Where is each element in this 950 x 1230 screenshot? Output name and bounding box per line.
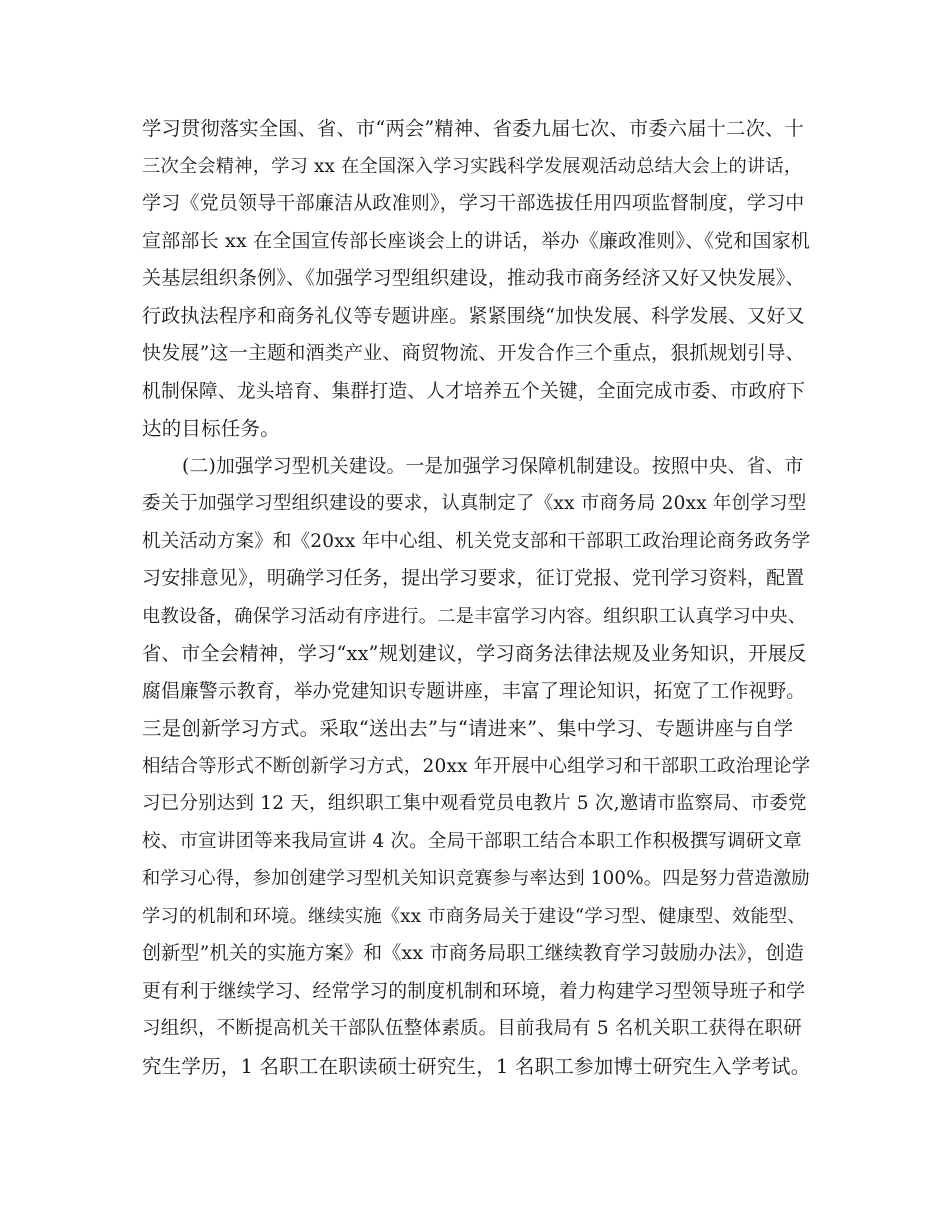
- text-line: 和学习心得，参加创建学习型机关知识竞赛参与率达到 100%。四是努力营造激励: [142, 868, 810, 889]
- text-line: 究生学历，1 名职工在职读硕士研究生，1 名职工参加博士研究生入学考试。: [142, 1054, 811, 1078]
- text-line: 学习贯彻落实全国、省、市“两会”精神、省委九届七次、市委六届十二次、十: [142, 117, 804, 140]
- text-line: 相结合等形式不断创新学习方式，20xx 年开展中心组学习和干部职工政治理论学: [142, 755, 811, 777]
- text-line: 快发展”这一主题和酒类产业、商贸物流、开发合作三个重点，狠抓规划引导、: [142, 342, 805, 364]
- text-line: 电教设备，确保学习活动有序进行。二是丰富学习内容。组织职工认真学习中央、: [142, 605, 807, 627]
- text-line: 机制保障、龙头培育、集群打造、人才培养五个关键，全面完成市委、市政府下: [142, 380, 806, 402]
- text-line: 三是创新学习方式。采取“送出去”与“请进来”、集中学习、专题讲座与自学: [142, 717, 794, 740]
- text-line: 创新型”机关的实施方案》和《xx 市商务局职工继续教育学习鼓励办法》，创造: [142, 942, 805, 964]
- text-line: 机关活动方案》和《20xx 年中心组、机关党支部和干部职工政治理论商务政务学: [142, 530, 811, 552]
- text-line: 更有利于继续学习、经常学习的制度机制和环境，着力构建学习型领导班子和学: [142, 980, 806, 1002]
- text-line: 关基层组织条例》、《加强学习型组织建设，推动我市商务经济又好又快发展》、: [142, 267, 805, 289]
- text-line: 习安排意见》，明确学习任务，提出学习要求，征订党报、党刊学习资料，配置: [142, 567, 805, 589]
- text-line: 宣部部长 xx 在全国宣传部长座谈会上的讲话，举办《廉政准则》、《党和国家机: [142, 229, 811, 252]
- text-line: 达的目标任务。: [142, 417, 280, 440]
- text-line: 习组织，不断提高机关干部队伍整体素质。目前我局有 5 名机关职工获得在职研: [142, 1018, 802, 1039]
- section-heading-line: (二)加强学习型机关建设。一是加强学习保障机制建设。按照中央、省、市: [182, 455, 804, 477]
- document-body: [142, 110, 810, 1085]
- text-line: 行政执法程序和商务礼仪等专题讲座。紧紧围绕“加快发展、科学发展、又好又: [142, 304, 805, 327]
- text-line: 校、市宣讲团等来我局宣讲 4 次。全局干部职工结合本职工作积极撰写调研文章: [142, 830, 802, 852]
- text-line: 学习《党员领导干部廉洁从政准则》，学习干部选拔任用四项监督制度，学习中: [142, 192, 805, 214]
- text-line: 委关于加强学习型组织建设的要求，认真制定了《xx 市商务局 20xx 年创学习型: [142, 493, 807, 514]
- text-line: 省、市全会精神，学习“xx”规划建议，学习商务法律法规及业务知识，开展反: [142, 642, 807, 665]
- text-line: 腐倡廉警示教育，举办党建知识专题讲座，丰富了理论知识，拓宽了工作视野。: [142, 680, 806, 702]
- text-line: 习已分别达到 12 天，组织职工集中观看党员电教片 5 次,邀请市监察局、市委党: [142, 793, 807, 814]
- text-line: 三次全会精神，学习 xx 在全国深入学习实践科学发展观活动总结大会上的讲话，: [142, 155, 803, 177]
- text-line: 学习的机制和环境。继续实施《xx 市商务局关于建设“学习型、健康型、效能型、: [142, 905, 806, 927]
